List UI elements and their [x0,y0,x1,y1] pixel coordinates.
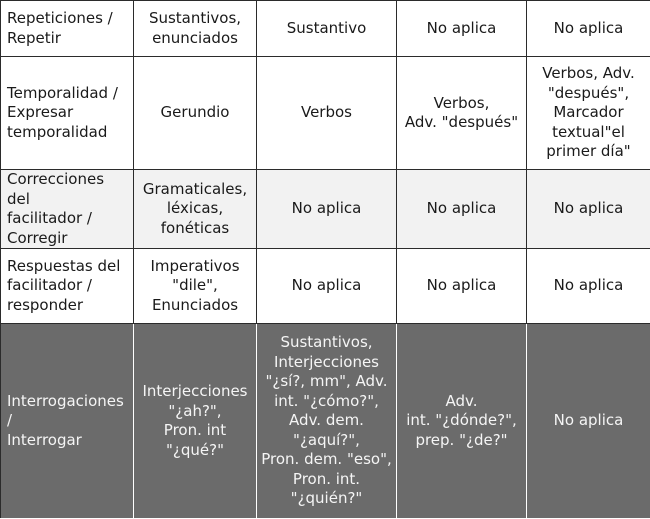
table-row [1,249,650,324]
table-cell: Interjecciones "¿ah?", Pron. int "¿qué?" [134,324,257,519]
table-cell: Sustantivos, enunciados [134,1,257,57]
table-cell: Verbos, Adv. "después", Marcador textual"el primer día" [527,57,650,170]
table-cell: Gerundio [134,57,257,170]
table-cell: Imperativos "dile", Enunciados [134,249,257,324]
row-header-cell: Temporalidad / Expresar temporalidad [1,57,134,170]
table-row [1,57,650,170]
row-header-cell: Interrogaciones / Interrogar [1,324,134,519]
table-cell: Sustantivos, Interjecciones "¿sí?, mm", Adv. int. "¿cómo?", Adv. dem. "¿aquí?", Pron. dem. "eso", Pron. int. "¿quién?" [257,324,397,519]
row-header-cell: Respuestas del facilitador / responder [1,249,134,324]
table-cell: No aplica [527,249,650,324]
row-header-cell: Repeticiones / Repetir [1,1,134,57]
table-cell: Sustantivo [257,1,397,57]
table-cell: No aplica [257,170,397,249]
table-cell: Adv. int. "¿dónde?", prep. "¿de?" [397,324,527,519]
table-cell: No aplica [527,1,650,57]
table-cell: No aplica [527,324,650,519]
table-cell: No aplica [397,1,527,57]
table-cell: No aplica [397,170,527,249]
table-row [1,1,650,57]
table-cell: No aplica [257,249,397,324]
table-cell: Verbos, Adv. "después" [397,57,527,170]
table-row [1,324,650,519]
table-cell: Gramaticales, léxicas, fonéticas [134,170,257,249]
table-cell: No aplica [397,249,527,324]
table-cell: No aplica [527,170,650,249]
row-header-cell: Correcciones del facilitador / Corregir [1,170,134,249]
table-row [1,170,650,249]
table-cell: Verbos [257,57,397,170]
